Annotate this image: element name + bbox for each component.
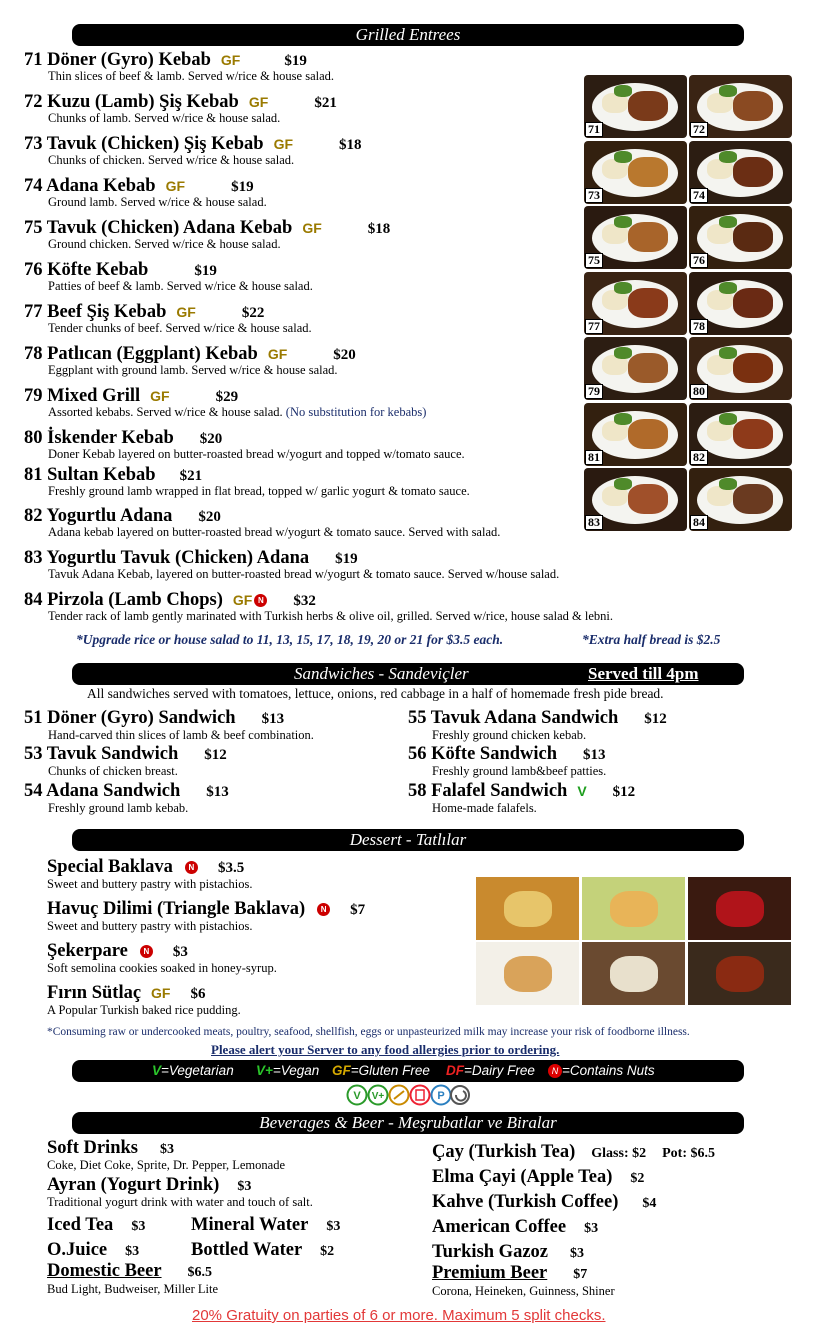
photo-number-label: 81 (585, 450, 603, 465)
entree-desc (48, 609, 613, 624)
food-shape (733, 91, 773, 121)
premium-beer-price: $7 (573, 1267, 588, 1282)
entree-price: $19 (335, 551, 358, 567)
american-coffee-title: American Coffee (432, 1217, 567, 1237)
sandwich-title (408, 708, 667, 729)
entree-name: 74 Adana Kebab (24, 176, 156, 196)
entree-name: 73 Tavuk (Chicken) Şiş Kebab (24, 134, 264, 154)
photo-number-label: 84 (690, 515, 708, 530)
entree-price: $29 (215, 389, 239, 405)
photo-number-label: 82 (690, 450, 708, 465)
sandwich-name: 56 Köfte Sandwich (408, 744, 558, 764)
vegetarian-badge: V (577, 783, 587, 799)
turkish-tea-title: Çay (Turkish Tea) (432, 1142, 576, 1162)
bottled-water-item (191, 1240, 334, 1261)
entree-photo (584, 468, 687, 531)
turkish-tea-item (432, 1142, 715, 1163)
dessert-photo (476, 942, 579, 1005)
dessert-photo (476, 877, 579, 940)
entree-title (24, 386, 238, 407)
dessert-shape (504, 891, 552, 927)
entree-title (24, 590, 316, 611)
ayran-item (47, 1175, 251, 1196)
photo-number-label: 74 (690, 188, 708, 203)
premium-beer-title: Premium Beer (432, 1263, 548, 1283)
gluten-free-badge: GF (150, 388, 170, 404)
sandwich-title (24, 744, 227, 765)
american-coffee-item (432, 1217, 598, 1238)
entree-desc-text: Ground lamb. Served w/rice & house salad. (48, 195, 267, 209)
sandwich-price: $13 (206, 784, 229, 800)
domestic-beer-price: $6.5 (187, 1265, 213, 1280)
orange-juice-title: O.Juice (47, 1240, 108, 1260)
entree-price: $20 (198, 509, 221, 525)
domestic-beer-item (47, 1261, 212, 1282)
entree-desc (48, 567, 559, 582)
turkish-tea-glass-price: Glass: $2 (591, 1146, 647, 1161)
entree-desc (48, 195, 267, 210)
turkish-coffee-price: $4 (642, 1196, 657, 1211)
upgrade-note: *Upgrade rice or house salad to 11, 13, 15, 17, 18, 19, 20 or 21 for $3.5 each. (76, 632, 504, 647)
food-shape (733, 484, 773, 514)
legend-gluten-free-symbol: GF (332, 1063, 351, 1078)
photo-number-label: 76 (690, 253, 708, 268)
turkish-tea-pot-price: Pot: $6.5 (662, 1146, 715, 1161)
sandwiches-intro: All sandwiches served with tomatoes, lettuce, onions, red cabbage in a half of homemade fresh pide bread. (87, 686, 664, 701)
dessert-name: Fırın Sütlaç (47, 983, 142, 1003)
bottled-water-price: $2 (320, 1244, 335, 1259)
dessert-price: $3 (172, 944, 188, 960)
entree-price: $21 (314, 95, 337, 111)
gluten-free-badge: GF (248, 94, 269, 110)
sandwich-name: 51 Döner (Gyro) Sandwich (24, 708, 236, 728)
entree-price: $18 (339, 137, 362, 153)
entree-price: $32 (293, 593, 316, 609)
food-shape (628, 484, 668, 514)
iced-tea-price: $3 (131, 1219, 146, 1234)
dessert-photo (582, 942, 685, 1005)
soft-drinks-item (47, 1138, 174, 1159)
contains-nuts-icon: N (254, 594, 267, 607)
legend-vegan-label: =Vegan (272, 1063, 320, 1078)
svg-text:V: V (353, 1090, 361, 1102)
entree-title (24, 506, 221, 527)
entree-desc (48, 69, 334, 84)
legend-dairy-free-label: =Dairy Free (464, 1063, 535, 1078)
dairy-free-icon (411, 1086, 430, 1105)
dessert-desc: Sweet and buttery pastry with pistachios. (47, 877, 253, 891)
contains-nuts-icon: N (185, 861, 198, 874)
photo-number-label: 75 (585, 253, 603, 268)
soft-drinks-title: Soft Drinks (47, 1138, 138, 1158)
gluten-free-badge: GF (302, 220, 322, 236)
turkish-gazoz-price: $3 (570, 1246, 584, 1261)
entree-name: 78 Patlıcan (Eggplant) Kebab (24, 344, 258, 364)
sandwich-name: 58 Falafel Sandwich (408, 781, 568, 801)
food-shape (628, 419, 668, 449)
gluten-free-badge: GF (151, 985, 171, 1001)
entree-name: 79 Mixed Grill (24, 386, 141, 406)
salad-shape (614, 216, 632, 228)
dessert-desc: A Popular Turkish baked rice pudding. (47, 1003, 241, 1017)
entree-desc (48, 237, 281, 252)
entree-desc-text: Tender chunks of beef. Served w/rice & house salad. (48, 321, 312, 335)
entree-photo (689, 272, 792, 335)
american-coffee-price: $3 (584, 1221, 599, 1236)
bottled-water-title: Bottled Water (191, 1240, 303, 1260)
salad-shape (719, 413, 737, 425)
food-shape (733, 222, 773, 252)
entree-desc (48, 447, 465, 462)
legend-dairy-free-symbol: DF (446, 1063, 464, 1078)
legend-gluten-free-label: =Gluten Free (350, 1063, 430, 1078)
entree-title (24, 92, 337, 113)
served-till-label: Served till 4pm (588, 664, 699, 683)
orange-juice-price: $3 (125, 1244, 140, 1259)
food-shape (733, 419, 773, 449)
mineral-water-item (191, 1215, 340, 1236)
food-shape (733, 157, 773, 187)
sandwich-name: 54 Adana Sandwich (24, 781, 181, 801)
entree-photo (584, 75, 687, 138)
entree-name: 81 Sultan Kebab (24, 465, 156, 485)
dessert-photo (688, 877, 791, 940)
gluten-free-badge: GF (165, 178, 186, 194)
food-shape (628, 288, 668, 318)
food-shape (628, 91, 668, 121)
sandwich-title (24, 781, 229, 802)
entree-title (24, 134, 362, 155)
entree-name: 82 Yogurtlu Adana (24, 506, 173, 526)
legend-vegetarian-label: =Vegetarian (161, 1063, 234, 1078)
legend-vegan-symbol: V+ (256, 1063, 273, 1078)
ayran-price: $3 (237, 1179, 252, 1194)
iced-tea-item (47, 1215, 145, 1236)
dessert-desc: Soft semolina cookies soaked in honey-syrup. (47, 961, 277, 975)
food-shape (733, 353, 773, 383)
gluten-free-badge: GF (176, 304, 196, 320)
iced-tea-title: Iced Tea (47, 1215, 114, 1235)
salad-shape (614, 85, 632, 97)
entree-photo (584, 403, 687, 466)
dessert-shape (610, 956, 658, 992)
dessert-desc: Sweet and buttery pastry with pistachios. (47, 919, 253, 933)
entree-desc-text: Thin slices of beef & lamb. Served w/rice & house salad. (48, 69, 335, 83)
entree-desc (48, 363, 338, 378)
raw-food-notice: *Consuming raw or undercooked meats, poultry, seafood, shellfish, eggs or unpasteurized milk may increase your risk of foodborne illness. (47, 1026, 690, 1038)
entree-photo (689, 141, 792, 204)
turkish-coffee-title: Kahve (Turkish Coffee) (432, 1192, 619, 1212)
ayran-desc: Traditional yogurt drink with water and touch of salt. (47, 1195, 313, 1209)
dessert-shape (504, 956, 552, 992)
dessert-title (47, 857, 244, 878)
entree-name: 77 Beef Şiş Kebab (24, 302, 167, 322)
entree-desc-text: Chunks of chicken. Served w/rice & house salad. (48, 153, 295, 167)
sandwich-price: $12 (204, 747, 227, 763)
legend-nuts-symbol: N (548, 1064, 562, 1078)
sandwich-price: $12 (644, 711, 667, 727)
dietary-icons-row (346, 1084, 470, 1106)
contains-nuts-icon: N (317, 903, 330, 916)
mineral-water-price: $3 (326, 1219, 341, 1234)
entree-price: $20 (333, 347, 356, 363)
entree-price: $20 (199, 431, 223, 447)
salad-shape (614, 413, 632, 425)
mineral-water-title: Mineral Water (191, 1215, 309, 1235)
sandwich-name: 53 Tavuk Sandwich (24, 744, 179, 764)
entree-name: 76 Köfte Kebab (24, 260, 149, 280)
entree-desc (48, 321, 312, 336)
gluten-free-badge: GF (232, 592, 253, 608)
premium-beer-desc: Corona, Heineken, Guinness, Shiner (432, 1284, 615, 1298)
sandwich-title (24, 708, 284, 729)
sandwich-desc: Hand-carved thin slices of lamb & beef combination. (48, 728, 314, 742)
food-shape (628, 353, 668, 383)
entree-desc-note: (No substitution for kebabs) (285, 405, 427, 419)
entree-title (24, 344, 356, 365)
salad-shape (719, 216, 737, 228)
entree-name: 71 Döner (Gyro) Kebab (24, 50, 211, 70)
entree-desc (48, 484, 470, 499)
entree-desc-text: Adana kebab layered on butter-roasted bread w/yogurt & tomato sauce. Served with salad. (48, 525, 501, 539)
entree-photo (689, 337, 792, 400)
entree-desc (48, 279, 313, 294)
premium-beer-item (432, 1263, 587, 1284)
entree-title (24, 50, 307, 71)
dessert-name: Şekerpare (47, 941, 128, 961)
sandwich-price: $13 (261, 711, 285, 727)
dessert-banner: Dessert - Tatlılar (72, 829, 744, 851)
entree-title (24, 465, 202, 486)
entree-title (24, 302, 264, 323)
svg-text:V+: V+ (371, 1091, 385, 1102)
soft-drinks-price: $3 (159, 1142, 174, 1157)
dessert-shape (716, 891, 764, 927)
entree-title (24, 428, 222, 449)
sandwiches-title: Sandwiches - Sandeviçler (294, 664, 469, 683)
entree-desc-text: Tavuk Adana Kebab, layered on butter-roasted bread w/yogurt & tomato sauce. Served w/house salad. (48, 567, 560, 581)
photo-number-label: 83 (585, 515, 603, 530)
apple-tea-item (432, 1167, 644, 1188)
apple-tea-title: Elma Çayi (Apple Tea) (432, 1167, 613, 1187)
entree-desc (48, 111, 280, 126)
entree-photo (584, 337, 687, 400)
entree-desc (48, 405, 426, 420)
entree-price: $18 (367, 221, 391, 237)
entree-name: 83 Yogurtlu Tavuk (Chicken) Adana (24, 548, 310, 568)
sandwiches-banner (72, 663, 744, 685)
entree-desc-text: Freshly ground lamb wrapped in flat bread, topped w/ garlic yogurt & tomato sauce. (48, 484, 470, 498)
salad-shape (614, 282, 632, 294)
sandwich-desc: Chunks of chicken breast. (48, 764, 178, 778)
photo-number-label: 71 (585, 122, 603, 137)
salad-shape (719, 85, 737, 97)
legend-vegetarian-symbol: V (152, 1063, 162, 1078)
sandwich-price: $12 (612, 784, 636, 800)
gluten-free-badge: GF (273, 136, 294, 152)
photo-number-label: 77 (585, 319, 603, 334)
entree-title (24, 176, 254, 197)
entree-name: 84 Pirzola (Lamb Chops) (24, 590, 223, 610)
photo-number-label: 80 (690, 384, 708, 399)
entree-desc-text: Ground chicken. Served w/rice & house salad. (48, 237, 281, 251)
photo-number-label: 73 (585, 188, 603, 203)
entree-photo (584, 206, 687, 269)
beverages-banner: Beverages & Beer - Meşrubatlar ve Biralar (72, 1112, 744, 1134)
salad-shape (719, 151, 737, 163)
entree-desc-text: Tender rack of lamb gently marinated with Turkish herbs & olive oil, grilled. Served w/rice, house salad & lebni. (48, 609, 613, 623)
dessert-price: $7 (350, 902, 366, 918)
sandwich-desc: Freshly ground lamb&beef patties. (432, 764, 607, 778)
entree-desc (48, 153, 294, 168)
photo-number-label: 79 (585, 384, 603, 399)
entree-title (24, 218, 390, 239)
salad-shape (719, 347, 737, 359)
sandwich-desc: Freshly ground lamb kebab. (48, 801, 189, 815)
food-shape (628, 157, 668, 187)
ayran-title: Ayran (Yogurt Drink) (47, 1175, 220, 1195)
photo-number-label: 78 (690, 319, 708, 334)
photo-number-label: 72 (690, 122, 708, 137)
food-shape (733, 288, 773, 318)
entree-photo (689, 468, 792, 531)
salad-shape (614, 478, 632, 490)
dessert-price: $6 (190, 986, 206, 1002)
dessert-name: Havuç Dilimi (Triangle Baklava) (47, 899, 306, 919)
entree-title (24, 548, 358, 569)
sandwich-desc: Home-made falafels. (432, 801, 537, 815)
entree-price: $19 (231, 179, 254, 195)
grilled-entrees-banner: Grilled Entrees (72, 24, 744, 46)
apple-tea-price: $2 (630, 1171, 645, 1186)
sandwich-title (408, 781, 635, 802)
gluten-free-badge: GF (220, 52, 241, 68)
domestic-beer-desc: Bud Light, Budweiser, Miller Lite (47, 1282, 219, 1296)
dessert-shape (610, 891, 658, 927)
salad-shape (614, 151, 632, 163)
legend-bar (72, 1060, 744, 1082)
entree-name: 80 İskender Kebab (24, 428, 174, 448)
entree-desc-text: Doner Kebab layered on butter-roasted bread w/yogurt and topped w/tomato sauce. (48, 447, 465, 461)
dessert-title (47, 941, 188, 962)
salad-shape (719, 478, 737, 490)
entree-name: 75 Tavuk (Chicken) Adana Kebab (24, 218, 293, 238)
allergy-notice: Please alert your Server to any food allergies prior to ordering. (211, 1042, 560, 1057)
salad-shape (719, 282, 737, 294)
salad-shape (614, 347, 632, 359)
entree-desc (48, 525, 500, 540)
food-shape (628, 222, 668, 252)
entree-desc-text: Assorted kebabs. Served w/rice & house salad. (48, 405, 286, 419)
sandwich-price: $13 (583, 747, 606, 763)
entree-price: $21 (179, 468, 203, 484)
sandwich-name: 55 Tavuk Adana Sandwich (408, 708, 619, 728)
entree-desc-text: Eggplant with ground lamb. Served w/rice & house salad. (48, 363, 338, 377)
legend-nuts-label: =Contains Nuts (562, 1063, 655, 1078)
orange-juice-item (47, 1240, 139, 1261)
turkish-coffee-item (432, 1192, 656, 1213)
gluten-free-badge: GF (267, 346, 288, 362)
entree-desc-text: Patties of beef & lamb. Served w/rice & house salad. (48, 279, 313, 293)
contains-nuts-icon: N (140, 945, 153, 958)
entree-name: 72 Kuzu (Lamb) Şiş Kebab (24, 92, 239, 112)
extra-bread-note: *Extra half bread is $2.5 (582, 632, 721, 647)
entree-price: $19 (284, 53, 307, 69)
dessert-name: Special Baklava (47, 857, 173, 877)
sandwich-desc: Freshly ground chicken kebab. (432, 728, 587, 742)
entree-photo (689, 75, 792, 138)
dessert-photo (582, 877, 685, 940)
turkish-gazoz-title: Turkish Gazoz (432, 1242, 548, 1262)
entree-photo (584, 141, 687, 204)
entree-photo (689, 206, 792, 269)
dessert-title (47, 983, 206, 1004)
dessert-price: $3.5 (217, 860, 245, 876)
dessert-photo (688, 942, 791, 1005)
dessert-shape (716, 956, 764, 992)
domestic-beer-title: Domestic Beer (47, 1261, 162, 1281)
entree-price: $22 (241, 305, 265, 321)
entree-title (24, 260, 217, 281)
entree-price: $19 (194, 263, 217, 279)
gratuity-notice: 20% Gratuity on parties of 6 or more. Maximum 5 split checks. (192, 1307, 606, 1324)
sandwich-title (408, 744, 606, 765)
entree-desc-text: Chunks of lamb. Served w/rice & house salad. (48, 111, 281, 125)
soft-drinks-desc: Coke, Diet Coke, Sprite, Dr. Pepper, Lemonade (47, 1158, 285, 1172)
turkish-gazoz-item (432, 1242, 584, 1263)
entree-photo (584, 272, 687, 335)
svg-text:P: P (437, 1090, 445, 1102)
dessert-title (47, 899, 365, 920)
entree-photo (689, 403, 792, 466)
